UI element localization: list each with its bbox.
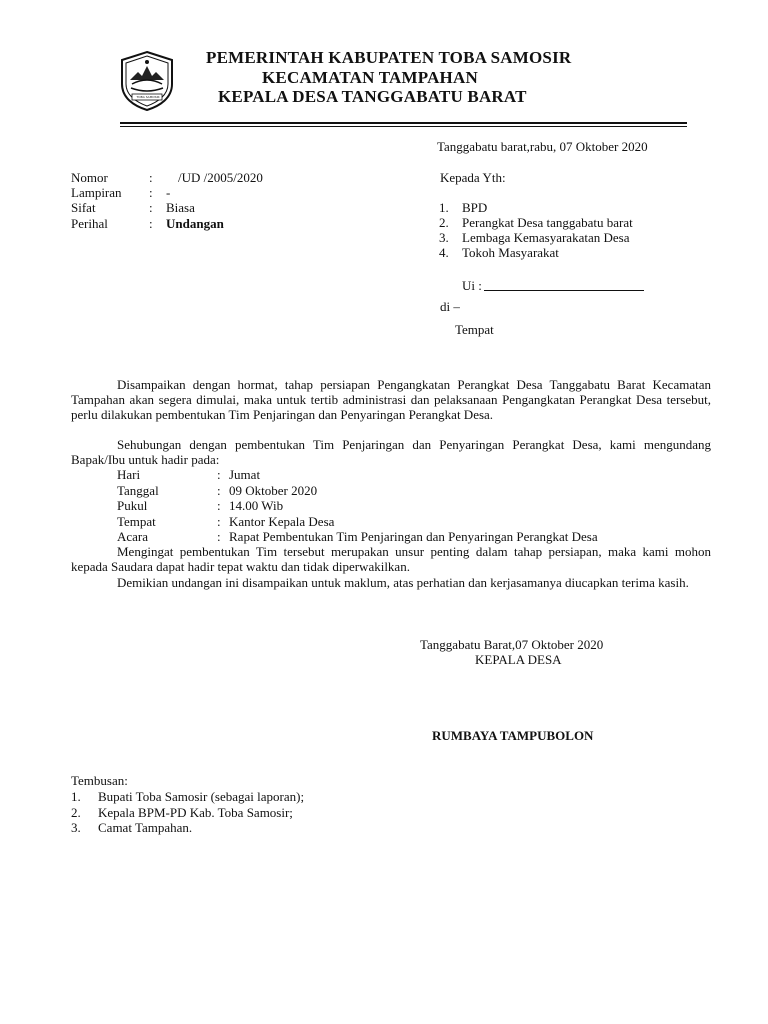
body-paragraph-4: Demikian undangan ini disampaikan untuk maklum, atas perhatian dan kerjasamanya diucapkan terima kasih. [117,575,689,590]
body-paragraph-3: Mengingat pembentukan Tim tersebut merupakan unsur penting dalam tahap persiapan, maka kami mohon kepada Saudara dapat hadir tepat waktu dan tidak diperwakilkan. [71,544,711,574]
tembusan-number: 2. [71,805,81,820]
tembusan-number: 1. [71,789,81,804]
recipient-number: 2. [439,215,449,230]
recipient-number: 3. [439,230,449,245]
meta-colon: : [149,216,153,231]
tembusan-number: 3. [71,820,81,835]
regency-emblem-logo [118,50,176,112]
meta-colon: : [149,185,153,200]
letter-place-date: Tanggabatu barat,rabu, 07 Oktober 2020 [437,139,648,154]
tembusan-item: Kepala BPM-PD Kab. Toba Samosir; [98,805,293,820]
detail-value-pukul: 14.00 Wib [229,498,284,513]
meta-label-perihal: Perihal [71,216,108,231]
detail-value-acara: Rapat Pembentukan Tim Penjaringan dan Penyaringan Perangkat Desa [229,529,598,544]
meta-value-perihal: Undangan [166,216,224,231]
signature-place-date: Tanggabatu Barat,07 Oktober 2020 [420,637,604,652]
detail-colon: : [217,467,221,482]
recipient-blank-line [484,290,644,291]
signature-title: KEPALA DESA [475,652,562,667]
recipient-item: Perangkat Desa tanggabatu barat [462,215,633,230]
recipient-ui-label: Ui : [462,278,482,293]
recipient-item: BPD [462,200,488,215]
detail-value-hari: Jumat [229,467,261,482]
detail-label-hari: Hari [117,467,141,482]
recipient-item: Tokoh Masyarakat [462,245,559,260]
letterhead-line-2: KECAMATAN TAMPAHAN [262,68,478,87]
recipient-di-label: di – [440,299,460,314]
tembusan-item: Camat Tampahan. [98,820,193,835]
meta-label-nomor: Nomor [71,170,108,185]
detail-label-tempat: Tempat [117,514,156,529]
detail-colon: : [217,529,221,544]
recipient-item: Lembaga Kemasyarakatan Desa [462,230,630,245]
tembusan-item: Bupati Toba Samosir (sebagai laporan); [98,789,305,804]
logo-caption: TOBA SAMOSIR [136,95,160,99]
meta-colon: : [149,200,153,215]
meta-label-sifat: Sifat [71,200,96,215]
recipients-heading: Kepada Yth: [440,170,506,185]
detail-colon: : [217,498,221,513]
meta-label-lampiran: Lampiran [71,185,122,200]
letterhead-divider-thin [120,126,687,127]
meta-value-sifat: Biasa [166,200,195,215]
detail-label-acara: Acara [117,529,149,544]
recipient-number: 1. [439,200,449,215]
detail-value-tempat: Kantor Kepala Desa [229,514,335,529]
body-paragraph-2: Sehubungan dengan pembentukan Tim Penjaringan dan Penyaringan Perangkat Desa, kami mengundang Bapak/Ibu untuk hadir pada: [71,437,711,467]
letterhead-line-3: KEPALA DESA TANGGABATU BARAT [218,87,527,106]
tembusan-heading: Tembusan: [71,773,128,788]
detail-value-tanggal: 09 Oktober 2020 [229,483,318,498]
detail-colon: : [217,514,221,529]
recipient-tempat: Tempat [455,322,494,337]
body-paragraph-1: Disampaikan dengan hormat, tahap persiapan Pengangkatan Perangkat Desa Tanggabatu Barat Kecamatan Tampahan akan segera dimulai, maka untuk tertib administrasi dan pelaksanaan Pengangkatan Perangkat Desa tersebut, perlu dilakukan pembentukan Tim Penjaringan dan Penyaringan Perangkat Desa. [71,377,711,422]
meta-value-nomor: /UD /2005/2020 [178,170,263,185]
letterhead-line-1: PEMERINTAH KABUPATEN TOBA SAMOSIR [206,48,572,67]
meta-colon: : [149,170,153,185]
signatory-name: RUMBAYA TAMPUBOLON [432,728,594,743]
meta-value-lampiran: - [166,185,171,200]
recipient-number: 4. [439,245,449,260]
detail-colon: : [217,483,221,498]
detail-label-tanggal: Tanggal [117,483,159,498]
letterhead-divider-thick [120,122,687,124]
detail-label-pukul: Pukul [117,498,148,513]
